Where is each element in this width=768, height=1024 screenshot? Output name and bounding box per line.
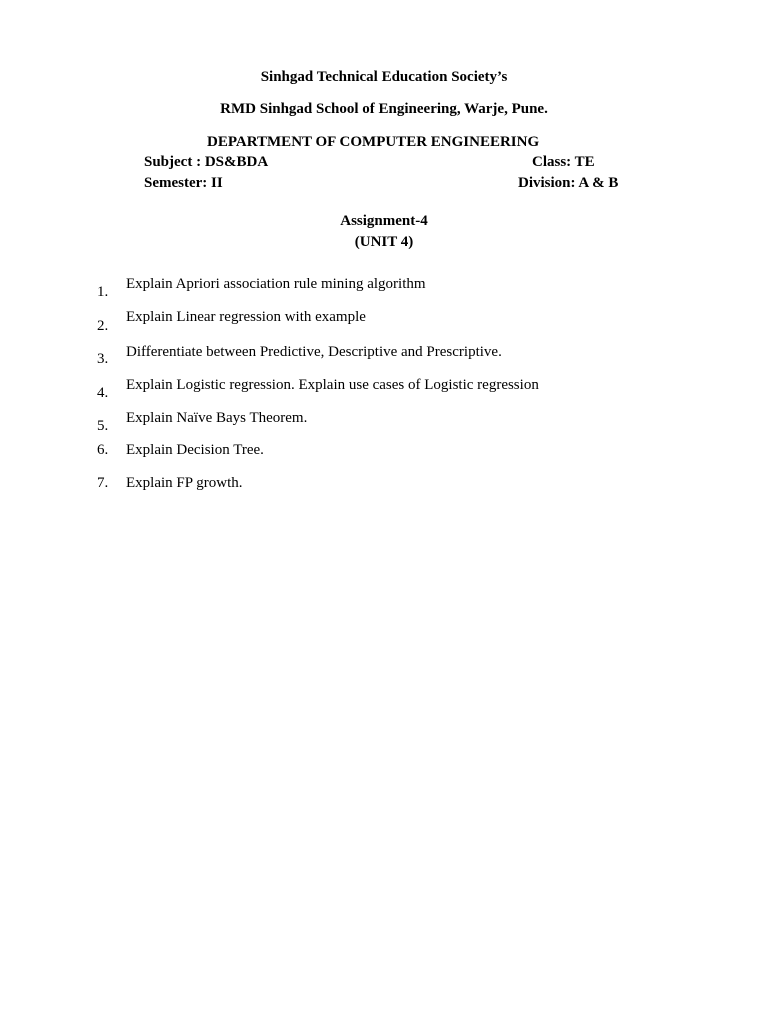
subject-label: Subject : DS&BDA <box>144 154 269 170</box>
question-text: Explain FP growth. <box>126 475 243 491</box>
society-name: Sinhgad Technical Education Society’s <box>260 69 508 85</box>
question-text: Explain Apriori association rule mining algorithm <box>126 276 426 292</box>
unit-label: (UNIT 4) <box>354 234 414 250</box>
question-number: 1. <box>97 284 109 300</box>
question-text: Explain Naïve Bays Theorem. <box>126 410 308 426</box>
question-number: 2. <box>97 318 109 334</box>
school-name: RMD Sinhgad School of Engineering, Warje, Pune. <box>220 101 548 117</box>
question-number: 4. <box>97 385 109 401</box>
department-name: DEPARTMENT OF COMPUTER ENGINEERING <box>207 134 540 150</box>
question-text: Differentiate between Predictive, Descriptive and Prescriptive. <box>126 344 502 360</box>
assignment-title: Assignment-4 <box>340 213 428 229</box>
question-text: Explain Logistic regression. Explain use cases of Logistic regression <box>126 377 539 393</box>
question-number: 7. <box>97 475 109 491</box>
question-number: 5. <box>97 418 109 434</box>
question-text: Explain Linear regression with example <box>126 309 366 325</box>
question-number: 3. <box>97 351 109 367</box>
division-label: Division: A & B <box>518 175 619 191</box>
question-number: 6. <box>97 442 109 458</box>
semester-label: Semester: II <box>144 175 223 191</box>
question-text: Explain Decision Tree. <box>126 442 264 458</box>
class-label: Class: TE <box>532 154 595 170</box>
